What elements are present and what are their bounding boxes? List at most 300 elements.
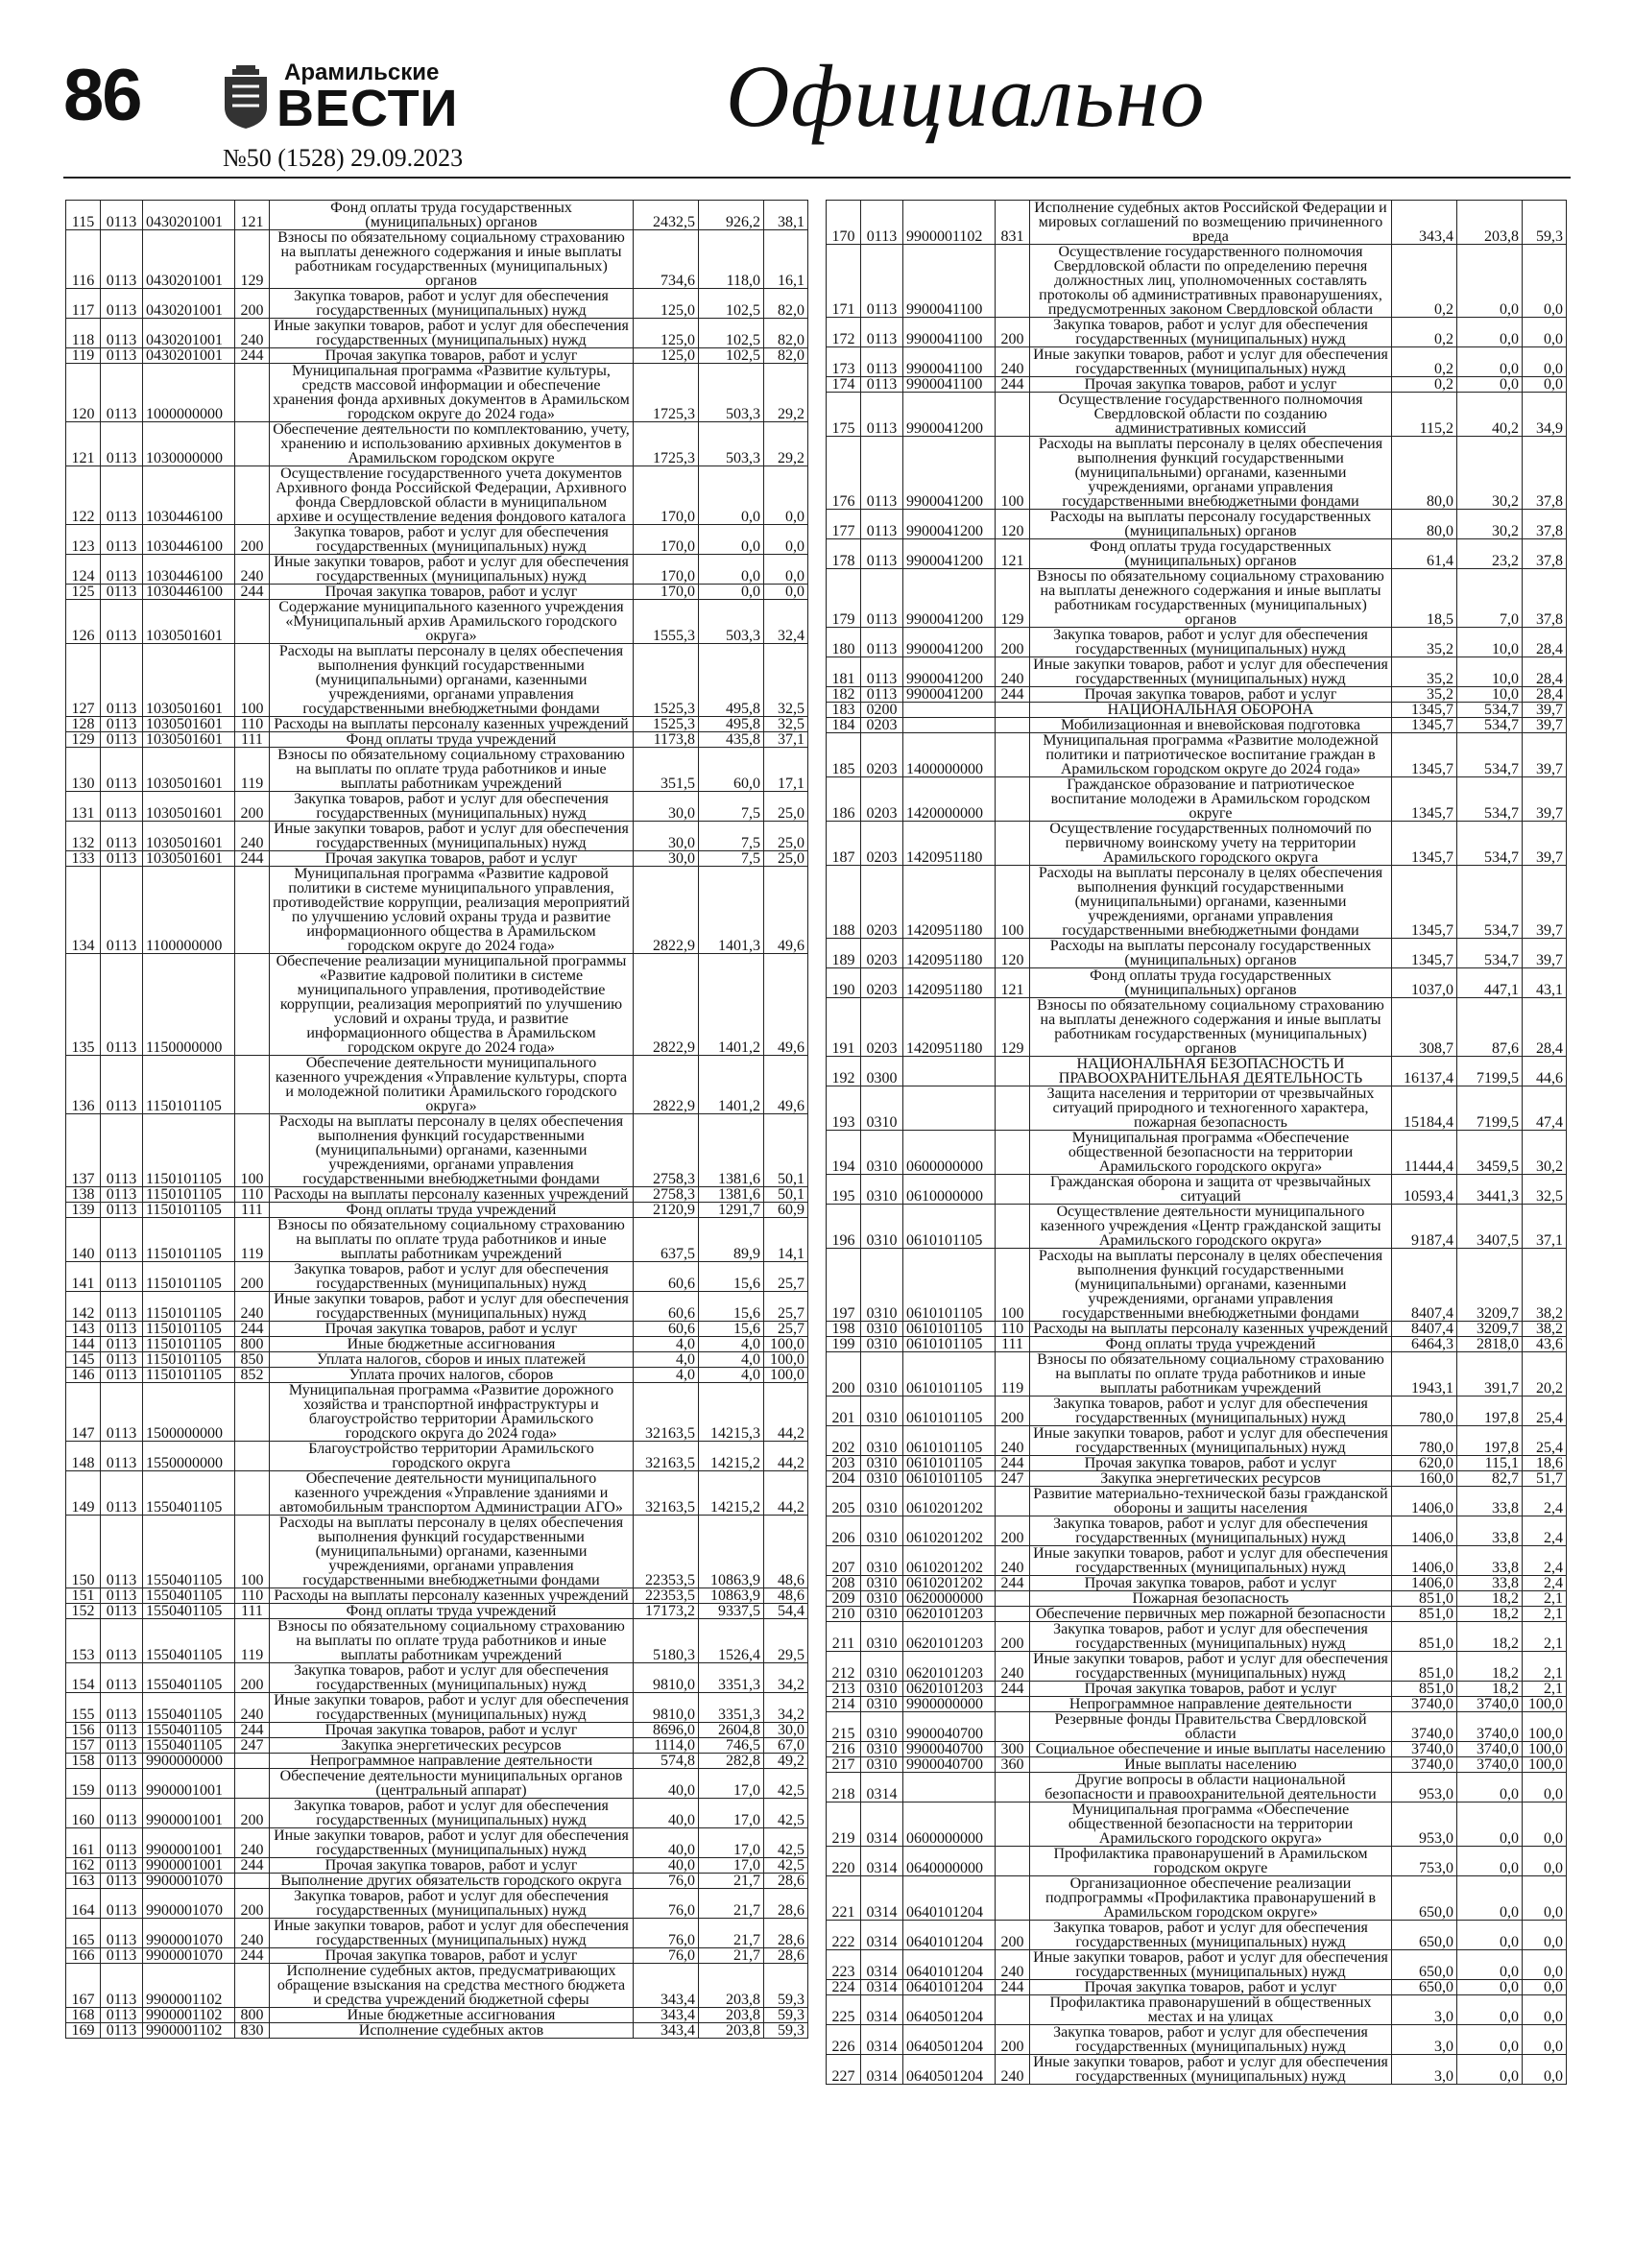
expense-type-code: 240 — [996, 1652, 1030, 1682]
item-name: Закупка товаров, работ и услуг для обеспечения государственных (муниципальных) нужд — [1030, 628, 1392, 657]
expense-type-code: 244 — [235, 1322, 270, 1337]
row-number: 223 — [827, 1950, 861, 1980]
expense-type-code: 110 — [996, 1322, 1030, 1337]
executed-amount: 7,5 — [699, 792, 764, 822]
execution-percent: 0,0 — [1523, 245, 1567, 318]
section-code: 0314 — [861, 1847, 903, 1876]
table-row — [827, 1757, 1567, 1773]
execution-percent: 28,4 — [1523, 628, 1567, 657]
expense-type-code: 121 — [996, 539, 1030, 569]
expense-type-code: 129 — [235, 230, 270, 289]
execution-percent: 28,6 — [764, 1874, 808, 1889]
item-name: Иные закупки товаров, работ и услуг для обеспечения государственных (муниципальных) нужд — [270, 1292, 634, 1322]
planned-amount: 8407,4 — [1392, 1322, 1457, 1337]
section-code: 0310 — [861, 1652, 903, 1682]
execution-percent: 25,0 — [764, 792, 808, 822]
target-article-code: 1030000000 — [143, 422, 235, 466]
executed-amount: 746,5 — [699, 1738, 764, 1754]
section-code: 0310 — [861, 1205, 903, 1249]
execution-percent: 28,6 — [764, 1889, 808, 1919]
section-code: 0203 — [861, 939, 903, 968]
planned-amount: 2822,9 — [634, 954, 699, 1056]
section-code: 0310 — [861, 1456, 903, 1471]
executed-amount: 0,0 — [1457, 1876, 1523, 1921]
planned-amount: 35,2 — [1392, 657, 1457, 687]
expense-type-code: 100 — [996, 437, 1030, 510]
execution-percent: 0,0 — [1523, 1802, 1567, 1847]
section-code: 0113 — [861, 657, 903, 687]
executed-amount: 40,2 — [1457, 393, 1523, 437]
row-number: 184 — [827, 718, 861, 733]
item-name: Иные закупки товаров, работ и услуг для обеспечения государственных (муниципальных) нужд — [270, 822, 634, 851]
executed-amount: 1381,6 — [699, 1114, 764, 1187]
item-name: Пожарная безопасность — [1030, 1591, 1392, 1607]
planned-amount: 0,2 — [1392, 245, 1457, 318]
planned-amount: 343,4 — [634, 1964, 699, 2008]
execution-percent: 38,1 — [764, 201, 808, 230]
execution-percent: 14,1 — [764, 1218, 808, 1262]
target-article-code: 1150101105 — [143, 1322, 235, 1337]
table-row — [827, 1876, 1567, 1921]
expense-type-code: 200 — [235, 525, 270, 555]
target-article-code: 1030501601 — [143, 851, 235, 867]
execution-percent: 100,0 — [764, 1352, 808, 1368]
execution-percent: 28,6 — [764, 1948, 808, 1964]
target-article-code: 1150101105 — [143, 1056, 235, 1114]
expense-type-code — [996, 1712, 1030, 1742]
expense-type-code: 247 — [235, 1738, 270, 1754]
section-code: 0310 — [861, 1682, 903, 1697]
section-code: 0113 — [861, 437, 903, 510]
item-name: Расходы на выплаты персоналу казенных учреждений — [270, 1588, 634, 1604]
executed-amount: 10863,9 — [699, 1516, 764, 1588]
item-name: Обеспечение деятельности муниципальных органов (центральный аппарат) — [270, 1769, 634, 1799]
table-row — [827, 1802, 1567, 1847]
planned-amount: 620,0 — [1392, 1456, 1457, 1471]
planned-amount: 32163,5 — [634, 1383, 699, 1442]
executed-amount: 102,5 — [699, 289, 764, 319]
item-name: Прочая закупка товаров, работ и услуг — [1030, 1682, 1392, 1697]
executed-amount: 203,8 — [699, 2023, 764, 2039]
table-row — [827, 1742, 1567, 1757]
item-name: НАЦИОНАЛЬНАЯ БЕЗОПАСНОСТЬ И ПРАВООХРАНИТЕЛЬНАЯ ДЕЯТЕЛЬНОСТЬ — [1030, 1057, 1392, 1086]
planned-amount: 17173,2 — [634, 1604, 699, 1619]
expense-type-code: 200 — [235, 1889, 270, 1919]
section-code: 0113 — [101, 851, 143, 867]
planned-amount: 1345,7 — [1392, 822, 1457, 866]
execution-percent: 44,2 — [764, 1383, 808, 1442]
section-code: 0113 — [101, 289, 143, 319]
item-name: Выполнение других обязательств городского округа — [270, 1874, 634, 1889]
section-code: 0310 — [861, 1607, 903, 1622]
table-row — [66, 822, 808, 851]
executed-amount: 18,2 — [1457, 1682, 1523, 1697]
target-article-code — [903, 718, 996, 733]
section-code: 0113 — [101, 1114, 143, 1187]
executed-amount: 7199,5 — [1457, 1057, 1523, 1086]
executed-amount: 3459,5 — [1457, 1131, 1523, 1175]
planned-amount: 22353,5 — [634, 1516, 699, 1588]
row-number: 173 — [827, 347, 861, 377]
expense-type-code — [996, 822, 1030, 866]
planned-amount: 851,0 — [1392, 1652, 1457, 1682]
item-name: Защита населения и территории от чрезвычайных ситуаций природного и техногенного характера, пожарная безопасность — [1030, 1086, 1392, 1131]
section-code: 0113 — [101, 1948, 143, 1964]
planned-amount: 3,0 — [1392, 2025, 1457, 2055]
section-code: 0113 — [101, 1919, 143, 1948]
item-name: Фонд оплаты труда учреждений — [1030, 1337, 1392, 1352]
row-number: 119 — [66, 348, 101, 364]
execution-percent: 50,1 — [764, 1187, 808, 1203]
expense-type-code: 200 — [235, 1799, 270, 1828]
table-row — [66, 1828, 808, 1858]
execution-percent: 39,7 — [1523, 866, 1567, 939]
row-number: 195 — [827, 1175, 861, 1205]
executed-amount: 203,8 — [699, 2008, 764, 2023]
item-name: Организационное обеспечение реализации подпрограммы «Профилактика правонарушений в Арамильском городском округе» — [1030, 1876, 1392, 1921]
item-name: Иные закупки товаров, работ и услуг для обеспечения государственных (муниципальных) нужд — [1030, 657, 1392, 687]
row-number: 220 — [827, 1847, 861, 1876]
execution-percent: 38,2 — [1523, 1249, 1567, 1322]
section-code: 0113 — [101, 1218, 143, 1262]
planned-amount: 1525,3 — [634, 644, 699, 717]
expense-type-code: 240 — [996, 2055, 1030, 2085]
planned-amount: 18,5 — [1392, 569, 1457, 628]
planned-amount: 2758,3 — [634, 1114, 699, 1187]
section-code: 0310 — [861, 1712, 903, 1742]
item-name: Обеспечение первичных мер пожарной безопасности — [1030, 1607, 1392, 1622]
row-number: 176 — [827, 437, 861, 510]
planned-amount: 170,0 — [634, 555, 699, 585]
executed-amount: 534,7 — [1457, 939, 1523, 968]
item-name: Взносы по обязательному социальному страхованию на выплаты по оплате труда работников и иные выплаты работникам учреждений — [270, 748, 634, 792]
target-article-code: 9900041200 — [903, 569, 996, 628]
planned-amount: 1345,7 — [1392, 777, 1457, 822]
execution-percent: 2,1 — [1523, 1652, 1567, 1682]
executed-amount: 0,0 — [1457, 2055, 1523, 2085]
row-number: 209 — [827, 1591, 861, 1607]
item-name: Закупка товаров, работ и услуг для обеспечения государственных (муниципальных) нужд — [270, 792, 634, 822]
item-name: Закупка энергетических ресурсов — [1030, 1471, 1392, 1487]
execution-percent: 37,8 — [1523, 539, 1567, 569]
item-name: Иные закупки товаров, работ и услуг для обеспечения государственных (муниципальных) нужд — [1030, 1652, 1392, 1682]
item-name: Закупка товаров, работ и услуг для обеспечения государственных (муниципальных) нужд — [270, 1663, 634, 1693]
execution-percent: 100,0 — [764, 1368, 808, 1383]
item-name: Прочая закупка товаров, работ и услуг — [1030, 1456, 1392, 1471]
item-name: Фонд оплаты труда государственных (муниципальных) органов — [1030, 539, 1392, 569]
target-article-code: 1420951180 — [903, 822, 996, 866]
item-name: Закупка товаров, работ и услуг для обеспечения государственных (муниципальных) нужд — [1030, 1516, 1392, 1546]
expense-type-code — [996, 1591, 1030, 1607]
row-number: 156 — [66, 1723, 101, 1738]
planned-amount: 953,0 — [1392, 1773, 1457, 1802]
executed-amount: 3209,7 — [1457, 1249, 1523, 1322]
row-number: 148 — [66, 1442, 101, 1471]
target-article-code: 1150101105 — [143, 1114, 235, 1187]
executed-amount: 23,2 — [1457, 539, 1523, 569]
executed-amount: 118,0 — [699, 230, 764, 289]
row-number: 141 — [66, 1262, 101, 1292]
page-header — [63, 47, 1571, 177]
row-number: 202 — [827, 1426, 861, 1456]
table-row — [827, 510, 1567, 539]
planned-amount: 6464,3 — [1392, 1337, 1457, 1352]
target-article-code: 1030501601 — [143, 748, 235, 792]
execution-percent: 37,1 — [764, 732, 808, 748]
row-number: 196 — [827, 1205, 861, 1249]
table-row — [827, 718, 1567, 733]
section-code: 0203 — [861, 968, 903, 998]
row-number: 205 — [827, 1487, 861, 1516]
item-name: Исполнение судебных актов, предусматривающих обращение взыскания на средства местного бюджета и средства учреждений бюджетной сферы — [270, 1964, 634, 2008]
row-number: 147 — [66, 1383, 101, 1442]
target-article-code: 0620101203 — [903, 1607, 996, 1622]
target-article-code: 0610101105 — [903, 1322, 996, 1337]
section-code: 0113 — [101, 555, 143, 585]
executed-amount: 0,0 — [1457, 1980, 1523, 1995]
item-name: Прочая закупка товаров, работ и услуг — [270, 1723, 634, 1738]
section-code: 0113 — [101, 1723, 143, 1738]
executed-amount: 21,7 — [699, 1889, 764, 1919]
table-row — [66, 1889, 808, 1919]
table-row — [66, 201, 808, 230]
executed-amount: 534,7 — [1457, 718, 1523, 733]
planned-amount: 1406,0 — [1392, 1546, 1457, 1576]
item-name: Закупка товаров, работ и услуг для обеспечения государственных (муниципальных) нужд — [270, 1799, 634, 1828]
item-name: Непрограммное направление деятельности — [270, 1754, 634, 1769]
target-article-code: 1400000000 — [903, 733, 996, 777]
expense-type-code — [996, 733, 1030, 777]
expense-type-code: 129 — [996, 998, 1030, 1057]
expense-type-code: 240 — [996, 1546, 1030, 1576]
executed-amount: 33,8 — [1457, 1487, 1523, 1516]
item-name: Мобилизационная и вневойсковая подготовка — [1030, 718, 1392, 733]
section-code: 0314 — [861, 1980, 903, 1995]
executed-amount: 15,6 — [699, 1292, 764, 1322]
planned-amount: 80,0 — [1392, 437, 1457, 510]
row-number: 199 — [827, 1337, 861, 1352]
target-article-code: 1550000000 — [143, 1442, 235, 1471]
target-article-code: 0620000000 — [903, 1591, 996, 1607]
target-article-code: 1550401105 — [143, 1693, 235, 1723]
execution-percent: 100,0 — [764, 1337, 808, 1352]
target-article-code: 1420951180 — [903, 998, 996, 1057]
table-row — [827, 1205, 1567, 1249]
execution-percent: 0,0 — [1523, 377, 1567, 393]
executed-amount: 18,2 — [1457, 1652, 1523, 1682]
row-number: 145 — [66, 1352, 101, 1368]
expense-type-code: 244 — [235, 1858, 270, 1874]
row-number: 194 — [827, 1131, 861, 1175]
executed-amount: 21,7 — [699, 1874, 764, 1889]
expense-type-code: 110 — [235, 717, 270, 732]
executed-amount: 21,7 — [699, 1919, 764, 1948]
table-row — [66, 1368, 808, 1383]
table-row — [66, 319, 808, 348]
target-article-code: 1150101105 — [143, 1262, 235, 1292]
target-article-code: 9900041100 — [903, 318, 996, 347]
table-row — [66, 1114, 808, 1187]
row-number: 116 — [66, 230, 101, 289]
planned-amount: 3,0 — [1392, 2055, 1457, 2085]
execution-percent: 0,0 — [1523, 347, 1567, 377]
section-code: 0113 — [861, 510, 903, 539]
item-name: Профилактика правонарушений в общественных местах и на улицах — [1030, 1995, 1392, 2025]
item-name: Прочая закупка товаров, работ и услуг — [1030, 687, 1392, 703]
item-name: Осуществление деятельности муниципального казенного учреждения «Центр гражданской защиты Арамильского городского округа» — [1030, 1205, 1392, 1249]
execution-percent: 50,1 — [764, 1114, 808, 1187]
section-code: 0310 — [861, 1757, 903, 1773]
row-number: 164 — [66, 1889, 101, 1919]
execution-percent: 2,4 — [1523, 1546, 1567, 1576]
row-number: 128 — [66, 717, 101, 732]
expense-type-code: 121 — [235, 201, 270, 230]
table-row — [827, 1995, 1567, 2025]
executed-amount: 495,8 — [699, 644, 764, 717]
table-row — [827, 1337, 1567, 1352]
expense-type-code: 244 — [235, 1948, 270, 1964]
section-code: 0113 — [861, 201, 903, 245]
budget-table-left — [65, 200, 808, 2039]
expense-type-code: 120 — [996, 510, 1030, 539]
execution-percent: 0,0 — [1523, 2055, 1567, 2085]
target-article-code: 1550401105 — [143, 1604, 235, 1619]
expense-type-code: 240 — [996, 1426, 1030, 1456]
table-row — [66, 717, 808, 732]
row-number: 226 — [827, 2025, 861, 2055]
execution-percent: 25,7 — [764, 1292, 808, 1322]
section-code: 0113 — [101, 2008, 143, 2023]
planned-amount: 0,2 — [1392, 377, 1457, 393]
planned-amount: 1406,0 — [1392, 1576, 1457, 1591]
table-row — [66, 1919, 808, 1948]
section-code: 0113 — [101, 1262, 143, 1292]
expense-type-code: 111 — [235, 1604, 270, 1619]
executed-amount: 7199,5 — [1457, 1086, 1523, 1131]
expense-type-code — [996, 1697, 1030, 1712]
row-number: 172 — [827, 318, 861, 347]
execution-percent: 82,0 — [764, 289, 808, 319]
execution-percent: 2,4 — [1523, 1576, 1567, 1591]
executed-amount: 282,8 — [699, 1754, 764, 1769]
expense-type-code: 120 — [996, 939, 1030, 968]
expense-type-code — [235, 1964, 270, 2008]
target-article-code: 1150101105 — [143, 1292, 235, 1322]
section-code: 0113 — [101, 1874, 143, 1889]
item-name: Иные закупки товаров, работ и услуг для обеспечения государственных (муниципальных) нужд — [1030, 347, 1392, 377]
row-number: 139 — [66, 1203, 101, 1218]
expense-type-code: 244 — [235, 1723, 270, 1738]
target-article-code: 1420951180 — [903, 866, 996, 939]
target-article-code: 0610201202 — [903, 1546, 996, 1576]
planned-amount: 1406,0 — [1392, 1516, 1457, 1546]
item-name: Обеспечение деятельности по комплектованию, учету, хранению и использованию архивных документов в Арамильском городском округе — [270, 422, 634, 466]
executed-amount: 926,2 — [699, 201, 764, 230]
expense-type-code: 200 — [996, 318, 1030, 347]
target-article-code: 9900001102 — [903, 201, 996, 245]
table-row — [66, 644, 808, 717]
section-code: 0113 — [101, 1368, 143, 1383]
expense-type-code — [235, 364, 270, 422]
item-name: Благоустройство территории Арамильского городского округа — [270, 1442, 634, 1471]
target-article-code: 1030501601 — [143, 644, 235, 717]
item-name: Фонд оплаты труда государственных (муниципальных) органов — [1030, 968, 1392, 998]
section-code: 0310 — [861, 1322, 903, 1337]
table-row — [66, 1203, 808, 1218]
target-article-code: 9900040700 — [903, 1742, 996, 1757]
section-code: 0113 — [861, 393, 903, 437]
target-article-code: 1000000000 — [143, 364, 235, 422]
table-row — [827, 1697, 1567, 1712]
section-code: 0113 — [101, 1754, 143, 1769]
executed-amount: 1401,2 — [699, 1056, 764, 1114]
execution-percent: 39,7 — [1523, 822, 1567, 866]
row-number: 135 — [66, 954, 101, 1056]
target-article-code: 9900000000 — [903, 1697, 996, 1712]
section-code: 0113 — [101, 1337, 143, 1352]
executed-amount: 203,8 — [1457, 201, 1523, 245]
table-row — [827, 968, 1567, 998]
target-article-code: 1550401105 — [143, 1723, 235, 1738]
section-code: 0314 — [861, 1950, 903, 1980]
executed-amount: 21,7 — [699, 1948, 764, 1964]
row-number: 217 — [827, 1757, 861, 1773]
planned-amount: 9810,0 — [634, 1693, 699, 1723]
executed-amount: 534,7 — [1457, 822, 1523, 866]
table-row — [827, 939, 1567, 968]
target-article-code: 0640501204 — [903, 1995, 996, 2025]
row-number: 142 — [66, 1292, 101, 1322]
execution-percent: 25,4 — [1523, 1397, 1567, 1426]
expense-type-code: 111 — [235, 1203, 270, 1218]
item-name: Прочая закупка товаров, работ и услуг — [270, 585, 634, 600]
table-row — [66, 1964, 808, 2008]
target-article-code: 9900041200 — [903, 687, 996, 703]
row-number: 140 — [66, 1218, 101, 1262]
section-code: 0113 — [101, 1516, 143, 1588]
execution-percent: 0,0 — [764, 466, 808, 525]
execution-percent: 0,0 — [1523, 1847, 1567, 1876]
section-code: 0113 — [101, 867, 143, 954]
item-name: Закупка товаров, работ и услуг для обеспечения государственных (муниципальных) нужд — [1030, 318, 1392, 347]
row-number: 224 — [827, 1980, 861, 1995]
page-number: 86 — [63, 55, 141, 136]
expense-type-code — [996, 777, 1030, 822]
section-code: 0113 — [101, 1693, 143, 1723]
expense-type-code: 100 — [996, 866, 1030, 939]
target-article-code: 9900001102 — [143, 2008, 235, 2023]
executed-amount: 534,7 — [1457, 703, 1523, 718]
executed-amount: 534,7 — [1457, 733, 1523, 777]
target-article-code: 0610201202 — [903, 1516, 996, 1546]
expense-type-code: 240 — [996, 347, 1030, 377]
execution-percent: 29,5 — [764, 1619, 808, 1663]
table-row — [827, 318, 1567, 347]
row-number: 137 — [66, 1114, 101, 1187]
planned-amount: 734,6 — [634, 230, 699, 289]
planned-amount: 0,2 — [1392, 347, 1457, 377]
expense-type-code: 240 — [235, 1292, 270, 1322]
table-row — [66, 867, 808, 954]
executed-amount: 3441,3 — [1457, 1175, 1523, 1205]
row-number: 171 — [827, 245, 861, 318]
section-code: 0113 — [101, 1056, 143, 1114]
section-code: 0113 — [861, 245, 903, 318]
table-row — [827, 245, 1567, 318]
row-number: 191 — [827, 998, 861, 1057]
execution-percent: 39,7 — [1523, 777, 1567, 822]
target-article-code: 1150101105 — [143, 1337, 235, 1352]
